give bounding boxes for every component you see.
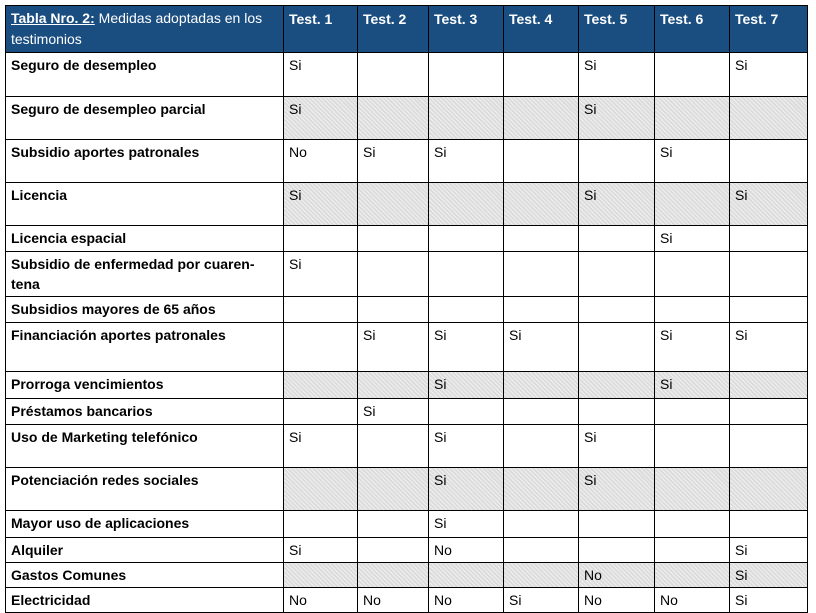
table-cell: No [655,588,730,613]
table-cell [655,399,730,425]
table-cell [284,323,358,372]
table-row [6,323,808,372]
table-cell [655,511,730,538]
table-cell [579,511,655,538]
table-cell: Si [730,53,808,97]
row-label: Electricidad [6,588,284,613]
table-cell: Si [358,399,429,425]
row-label: Seguro de desempleo [6,53,284,97]
table-cell: Si [730,183,808,226]
table-row [6,511,808,538]
table-cell: Si [504,588,579,613]
table-cell [284,563,358,588]
table-cell [579,372,655,399]
table-cell [358,183,429,226]
table-cell [504,97,579,140]
table-cell [429,53,504,97]
column-header: Test. 1 [284,6,358,53]
table-cell: No [284,140,358,183]
table-row [6,53,808,97]
table-cell: Si [284,252,358,297]
row-label: Subsidio de enfermedad por cuaren-tena [6,252,284,297]
row-label: Mayor uso de aplicaciones [6,511,284,538]
table-cell: Si [429,468,504,511]
table-cell [655,53,730,97]
table-cell: Si [358,323,429,372]
table-cell [730,511,808,538]
table-cell: No [429,538,504,563]
table-row [6,563,808,588]
table-cell [579,538,655,563]
table-cell: Si [579,183,655,226]
table-cell: No [358,588,429,613]
table-cell [284,511,358,538]
table-cell [730,297,808,323]
table-row [6,538,808,563]
table-caption [6,6,284,53]
row-label: Préstamos bancarios [6,399,284,425]
table-cell [358,425,429,468]
table-cell [429,563,504,588]
table-cell: Si [579,425,655,468]
table-row [6,226,808,252]
table-cell: Si [579,468,655,511]
column-header: Test. 3 [429,6,504,53]
table-cell: Si [284,97,358,140]
table-cell [358,468,429,511]
table-body [6,53,808,613]
table-row [6,399,808,425]
table-cell [504,538,579,563]
table-cell [358,53,429,97]
table-cell [358,511,429,538]
table-cell [655,468,730,511]
column-header: Test. 2 [358,6,429,53]
table-cell: Si [655,140,730,183]
table-cell [504,425,579,468]
row-label: Subsidios mayores de 65 años [6,297,284,323]
table-cell [429,226,504,252]
table-cell [358,538,429,563]
table-cell [504,372,579,399]
table-cell [730,97,808,140]
table-cell: Si [579,97,655,140]
table-cell [358,226,429,252]
table-cell [579,226,655,252]
table-row [6,425,808,468]
table-cell [504,563,579,588]
table-cell [504,140,579,183]
table-cell [579,140,655,183]
header-row [6,6,808,53]
table-row [6,372,808,399]
table-cell: No [579,588,655,613]
table-cell [579,252,655,297]
table-cell [284,399,358,425]
table-cell [284,372,358,399]
table-cell: Si [358,140,429,183]
table-cell [655,183,730,226]
table-cell: Si [579,53,655,97]
table-cell [504,297,579,323]
table-cell: Si [429,323,504,372]
table-cell [579,399,655,425]
table-cell [284,468,358,511]
row-label: Potenciación redes sociales [6,468,284,511]
measures-table [5,5,808,613]
table-cell [358,563,429,588]
table-cell [730,425,808,468]
table-cell [504,183,579,226]
table-cell [655,297,730,323]
column-header: Test. 6 [655,6,730,53]
table-cell: Si [284,538,358,563]
caption-label: Tabla Nro. 2: [11,10,95,26]
table-cell [504,53,579,97]
row-label: Subsidio aportes patronales [6,140,284,183]
table-row [6,183,808,226]
column-header: Test. 5 [579,6,655,53]
table-cell [429,297,504,323]
table-cell [655,425,730,468]
caption-text: Medidas adoptadas en los testimonios [11,10,263,47]
table-cell: No [579,563,655,588]
row-label: Licencia [6,183,284,226]
table-cell [504,468,579,511]
table-cell: Si [730,538,808,563]
table-cell [504,399,579,425]
table-cell: Si [655,323,730,372]
table-cell [358,297,429,323]
table-cell: Si [730,588,808,613]
table-cell [655,97,730,140]
row-label: Uso de Marketing telefónico [6,425,284,468]
table-cell [655,252,730,297]
row-label: Seguro de desempleo parcial [6,97,284,140]
table-cell [358,372,429,399]
table-cell [504,511,579,538]
table-row [6,468,808,511]
row-label: Financiación aportes patronales [6,323,284,372]
table-cell: Si [429,140,504,183]
table-row [6,297,808,323]
table-cell: Si [429,372,504,399]
table-cell [579,323,655,372]
table-cell [730,226,808,252]
table-row [6,140,808,183]
table-cell: Si [429,425,504,468]
table-cell [504,226,579,252]
row-label: Gastos Comunes [6,563,284,588]
row-label: Alquiler [6,538,284,563]
table-cell [730,372,808,399]
table-cell: Si [655,226,730,252]
table-cell: No [284,588,358,613]
table-cell [429,97,504,140]
table-cell [579,297,655,323]
table-cell [730,399,808,425]
table-cell [429,399,504,425]
table-cell [730,252,808,297]
table-cell: Si [284,183,358,226]
table-cell [429,252,504,297]
table-cell [730,468,808,511]
table-cell: Si [284,53,358,97]
table-cell: Si [655,372,730,399]
table-row [6,252,808,297]
table-cell: No [429,588,504,613]
table-cell: Si [730,323,808,372]
table-cell [504,252,579,297]
table-cell [429,183,504,226]
row-label: Prorroga vencimientos [6,372,284,399]
row-label: Licencia espacial [6,226,284,252]
table-cell: Si [429,511,504,538]
table-row [6,97,808,140]
table-cell [358,252,429,297]
column-header: Test. 7 [730,6,808,53]
table-cell: Si [504,323,579,372]
table-cell [655,563,730,588]
table-cell [284,297,358,323]
table-cell [358,97,429,140]
table-cell: Si [284,425,358,468]
table-cell [655,538,730,563]
table-cell [730,140,808,183]
table-cell [284,226,358,252]
column-header: Test. 4 [504,6,579,53]
table-cell: Si [730,563,808,588]
